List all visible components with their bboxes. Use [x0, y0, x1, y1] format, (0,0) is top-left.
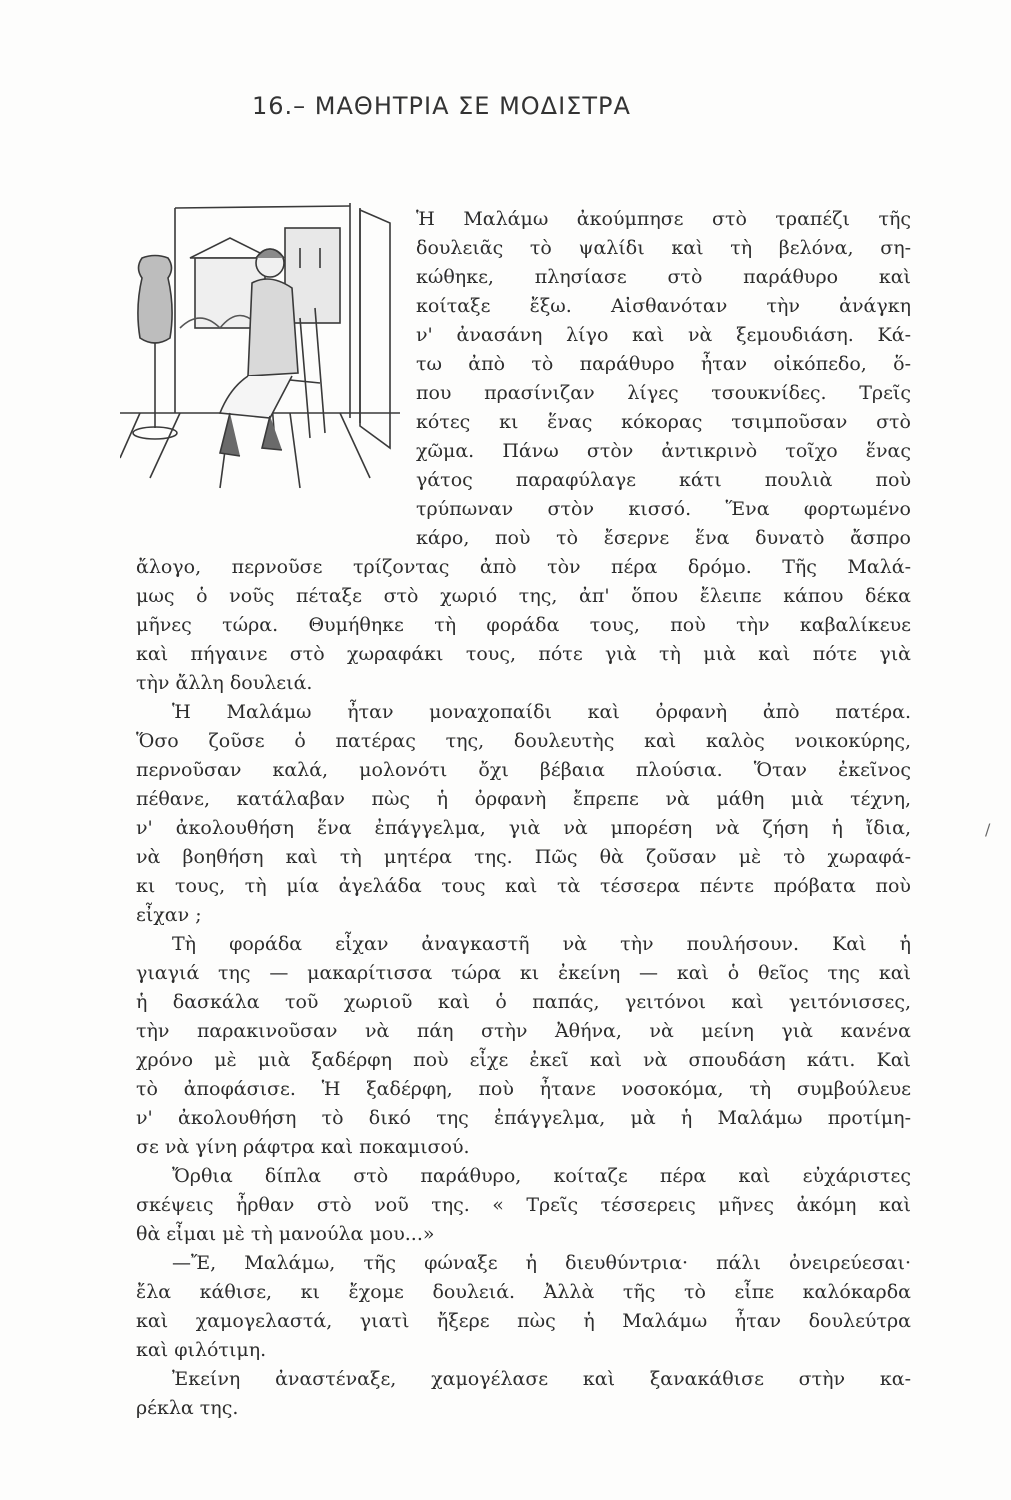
text-line: κώθηκε, πλησίασε στὸ παράθυρο καὶ [416, 266, 911, 288]
text-line: Τὴ φοράδα εἶχαν ἀναγκαστῆ νὰ τὴν πουλήσουν. Καὶ ἡ [172, 933, 911, 955]
body-text [136, 205, 911, 1423]
text-line: ρέκλα της. [136, 1397, 239, 1419]
text-line: Ἡ Μαλάμω ἀκούμπησε στὸ τραπέζι τῆς [416, 208, 911, 230]
text-line: κι τους, τὴ μία ἀγελάδα τους καὶ τὰ τέσσερα πέντε πρόβατα ποὺ [136, 875, 911, 897]
text-line: μῆνες τώρα. Θυμήθηκε τὴ φοράδα τους, ποὺ τὴν καβαλίκευε [136, 614, 911, 636]
text-line: σε νὰ γίνη ράφτρα καὶ ποκαμισού. [136, 1136, 470, 1158]
text-line: καὶ πήγαινε στὸ χωραφάκι τους, πότε γιὰ τὴ μιὰ καὶ πότε γιὰ [136, 643, 911, 665]
text-line: Ὅσο ζοῦσε ὁ πατέρας της, δουλευτὴς καὶ καλὸς νοικοκύρης, [136, 730, 911, 752]
text-line: τρύπωναν στὸν κισσό. Ἕνα φορτωμένο [416, 498, 911, 520]
text-line: ἄλογο, περνοῦσε τρίζοντας ἀπὸ τὸν πέρα δρόμο. Τῆς Μαλά- [136, 556, 911, 578]
text-line: που πρασίνιζαν λίγες τσουκνίδες. Τρεῖς [416, 382, 911, 404]
text-line: γιαγιά της — μακαρίτισσα τώρα κι ἐκείνη — καὶ ὁ θεῖος της καὶ [136, 962, 911, 984]
text-line: χρόνο μὲ μιὰ ξαδέρφη ποὺ εἶχε ἐκεῖ καὶ νὰ σπουδάση κάτι. Καὶ [136, 1049, 911, 1071]
text-line: εἶχαν ; [136, 904, 202, 926]
text-line: περνοῦσαν καλά, μολονότι ὄχι βέβαια πλούσια. Ὅταν ἐκεῖνος [136, 759, 911, 781]
text-line: καὶ χαμογελαστά, γιατὶ ἤξερε πὼς ἡ Μαλάμω ἦταν δουλεύτρα [136, 1310, 911, 1332]
text-line: —Ἔ, Μαλάμω, τῆς φώναξε ἡ διευθύντρια· πάλι ὀνειρεύεσαι· [172, 1252, 911, 1274]
text-line: κάρο, ποὺ τὸ ἔσερνε ἕνα δυνατὸ ἄσπρο [416, 527, 911, 549]
text-line: τὸ ἀποφάσισε. Ἡ ξαδέρφη, ποὺ ἦτανε νοσοκόμα, τὴ συμβούλευε [136, 1078, 911, 1100]
text-line: ν' ἀκολουθήση τὸ δικό της ἐπάγγελμα, μὰ ἡ Μαλάμω προτίμη- [136, 1107, 911, 1129]
text-line: ν' ἀκολουθήση ἕνα ἐπάγγελμα, γιὰ νὰ μπορέση νὰ ζήση ἡ ἴδια, [136, 817, 911, 839]
text-line: τὴν παρακινοῦσαν νὰ πάη στὴν Ἀθήνα, νὰ μείνη γιὰ κανένα [136, 1020, 911, 1042]
text-line: ἡ δασκάλα τοῦ χωριοῦ καὶ ὁ παπάς, γειτόνοι καὶ γειτόνισσες, [136, 991, 911, 1013]
text-line: τὴν ἄλλη δουλειά. [136, 672, 313, 694]
text-line: κοίταξε ἔξω. Αἰσθανόταν τὴν ἀνάγκη [416, 295, 911, 317]
text-line: ν' ἀνασάνη λίγο καὶ νὰ ξεμουδιάση. Κά- [416, 324, 911, 346]
text-line: μως ὁ νοῦς πέταξε στὸ χωριό της, ἀπ' ὅπου ἔλειπε κάπου δέκα [136, 585, 911, 607]
text-line: πέθανε, κατάλαβαν πὼς ἡ ὀρφανὴ ἔπρεπε νὰ μάθη μιὰ τέχνη, [136, 788, 911, 810]
margin-mark: / [985, 820, 991, 839]
text-line: Ἐκείνη ἀναστέναξε, χαμογέλασε καὶ ξανακάθισε στὴν κα- [172, 1368, 911, 1390]
text-line: σκέψεις ἦρθαν στὸ νοῦ της. « Τρεῖς τέσσερεις μῆνες ἀκόμη καὶ [136, 1194, 911, 1216]
text-line: καὶ φιλότιμη. [136, 1339, 267, 1361]
text-line: νὰ βοηθήση καὶ τὴ μητέρα της. Πῶς θὰ ζοῦσαν μὲ τὸ χωραφά- [136, 846, 911, 868]
text-line: δουλειᾶς τὸ ψαλίδι καὶ τὴ βελόνα, ση- [416, 237, 911, 259]
text-line: κότες κι ἕνας κόκορας τσιμποῦσαν στὸ [416, 411, 911, 433]
chapter-title: 16.– ΜΑΘΗΤΡΙΑ ΣΕ ΜΟΔΙΣΤΡΑ [252, 92, 631, 120]
text-line: Ἡ Μαλάμω ἦταν μοναχοπαίδι καὶ ὀρφανὴ ἀπὸ πατέρα. [172, 701, 911, 723]
text-line: ἔλα κάθισε, κι ἔχομε δουλειά. Ἀλλὰ τῆς τὸ εἶπε καλόκαρδα [136, 1281, 911, 1303]
text-line: γάτος παραφύλαγε κάτι πουλιὰ ποὺ [416, 469, 911, 491]
text-line: τω ἀπὸ τὸ παράθυρο ἦταν οἰκόπεδο, ὅ- [416, 353, 911, 375]
text-line: θὰ εἶμαι μὲ τὴ μανούλα μου...» [136, 1223, 435, 1245]
text-line: χῶμα. Πάνω στὸν ἀντικρινὸ τοῖχο ἕνας [416, 440, 911, 462]
text-line: Ὄρθια δίπλα στὸ παράθυρο, κοίταζε πέρα καὶ εὐχάριστες [172, 1165, 911, 1187]
